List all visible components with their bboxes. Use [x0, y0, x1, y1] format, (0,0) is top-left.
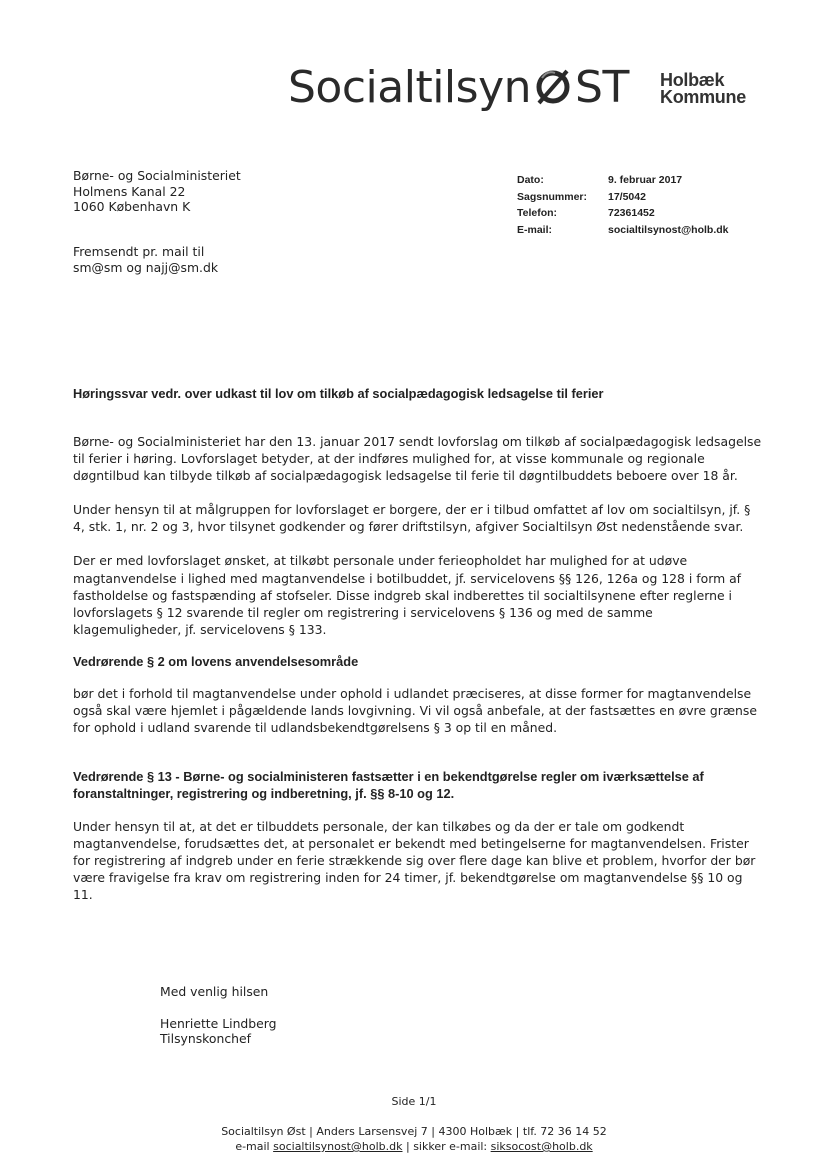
footer — [0, 1124, 828, 1154]
meta-value: 72361452 — [608, 207, 655, 219]
signature-role: Tilsynskonchef — [160, 1031, 251, 1047]
footer-city: 4300 Holbæk — [438, 1125, 513, 1138]
meta-label: Sagsnummer: — [517, 190, 588, 203]
letter-body — [73, 433, 763, 903]
section-heading: Vedrørende § 2 om lovens anvendelsesområde — [73, 653, 359, 669]
recipient-address — [73, 168, 241, 215]
footer-email-link[interactable]: socialtilsynost@holb.dk — [273, 1140, 403, 1153]
page-number: Side 1/1 — [391, 1095, 437, 1108]
meta-label: Dato: — [517, 174, 544, 186]
meta-row-phone — [517, 205, 729, 222]
recipient-line: Holmens Kanal 22 — [73, 183, 186, 199]
meta-label: Telefon: — [517, 207, 558, 219]
footer-secure-email-link[interactable]: siksocost@holb.dk — [490, 1140, 593, 1153]
kommune-logo — [660, 72, 746, 106]
meta-value: 9. februar 2017 — [608, 174, 683, 186]
footer-address: Anders Larsensvej 7 — [316, 1125, 428, 1138]
footer-phone: tlf. 72 36 14 52 — [522, 1125, 607, 1138]
sent-note — [73, 244, 218, 275]
sent-note-line: Fremsendt pr. mail til — [73, 244, 205, 259]
logo — [288, 62, 629, 113]
letter-meta — [517, 172, 729, 238]
signature-name: Henriette Lindberg — [160, 1015, 277, 1031]
meta-label: E-mail: — [517, 223, 553, 236]
meta-row-case-number — [517, 189, 729, 206]
body-paragraph: Der er med lovforslaget ønsket, at tilkøbt personale under ferieopholdet har mulighed for at udøve magtanvendelse i lighed med magtanvendelse i botilbuddet, jf. servicelovens §§ 126, 126a og 128 i form af fastholdelse og fastspænding af stofseler. Disse indgreb skal indberettes til socialtilsynene efter reglerne i lovforslagets § 12 svarende til regler om registrering i servicelovens § 136 og med de samme klagemuligheder, jf. servicelovens § 133. — [73, 553, 742, 637]
sent-note-line: sm@sm og najj@sm.dk — [73, 259, 218, 275]
recipient-line: 1060 København K — [73, 199, 191, 215]
body-paragraph: bør det i forhold til magtanvendelse under ophold i udlandet præciseres, at disse former for magtanvendelse også skal være hjemlet i pågældende lands lovgivning. Vi vil også anbefale, at der fastsættes en øvre grænse for ophold i udland svarende til udlandsbekendtgørelsens § 3 op til en måned. — [73, 686, 757, 736]
body-paragraph: Under hensyn til at, at det er tilbuddets personale, der kan tilkøbes og da der er tale om godkendt magtanvendelse, forudsættes det, at personalet er bekendt med betingelserne for magtanvendelsen. Frister for registrering af indgreb under en ferie strækkende sig over flere dage kan blive et problem, hvorfor der bør være fravigelse fra krav om registrering inden for 24 timer, jf. bekendtgørelse om magtanvendelse §§ 10 og 11. — [73, 818, 756, 902]
footer-line-2: e-mail socialtilsynost@holb.dk | sikker e-mail: siksocost@holb.dk — [235, 1140, 593, 1153]
section-heading: Vedrørende § 13 - Børne- og socialministeren fastsætter i en bekendtgørelse regler om iværksættelse af foranstaltninger, registrering og indberetning, jf. §§ 8-10 og 12. — [73, 769, 704, 802]
footer-org: Socialtilsyn Øst — [221, 1125, 306, 1138]
body-paragraph: Under hensyn til at målgruppen for lovforslaget er borgere, der er i tilbud omfattet af lov om socialtilsyn, jf. § 4, stk. 1, nr. 2 og 3, hvor tilsynet godkender og fører driftstilsyn, afgiver Socialtilsyn Øst nedenstående svar. — [73, 502, 751, 535]
signature-block — [160, 984, 277, 1047]
kommune-logo-line2: Kommune — [660, 87, 746, 107]
meta-row-email — [517, 222, 729, 239]
meta-value: 17/5042 — [608, 190, 646, 203]
signature-greeting: Med venlig hilsen — [160, 984, 269, 999]
kommune-logo-line1: Holbæk — [660, 70, 725, 90]
logo-text-right: ST — [575, 62, 629, 113]
oe-logo-icon — [533, 66, 573, 106]
letter-title: Høringssvar vedr. over udkast til lov om tilkøb af socialpædagogisk ledsagelse til ferier — [73, 386, 604, 401]
body-paragraph: Børne- og Socialministeriet har den 13. januar 2017 sendt lovforslag om tilkøb af socialpædagogisk ledsagelse til ferier i høring. Lovforslaget betyder, at der indføres mulighed for, at visse kommunale og regionale døgntilbud kan tilbyde tilkøb af socialpædagogisk ledsagelse til ferie til døgntilbuddets beboere over 18 år. — [73, 434, 762, 484]
meta-row-date — [517, 172, 729, 189]
meta-value: socialtilsynost@holb.dk — [608, 223, 729, 236]
footer-secure-label: sikker e-mail: — [413, 1140, 488, 1153]
recipient-line: Børne- og Socialministeriet — [73, 168, 241, 183]
footer-email-label: e-mail — [235, 1140, 270, 1153]
logo-text-left: Socialtilsyn — [288, 62, 532, 113]
footer-line-1: Socialtilsyn Øst | Anders Larsensvej 7 | 4300 Holbæk | tlf. 72 36 14 52 — [221, 1125, 607, 1138]
